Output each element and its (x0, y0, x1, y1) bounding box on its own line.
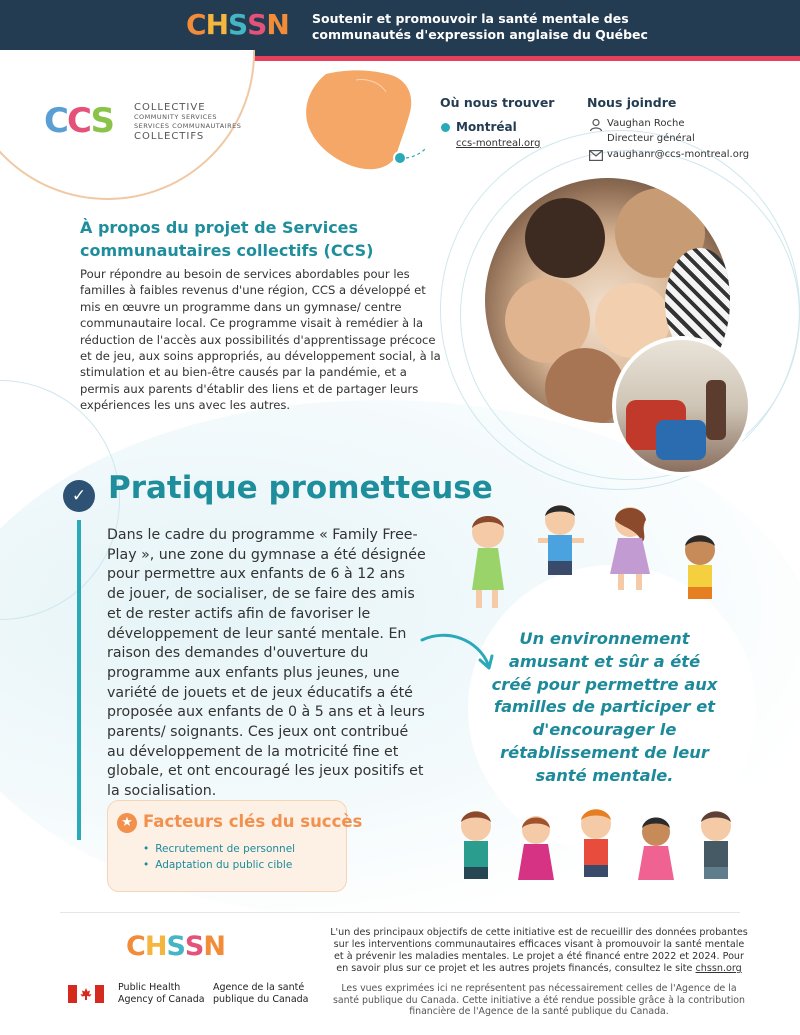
checkmark-badge-icon: ✓ (63, 480, 95, 512)
practice-accent-line (77, 520, 81, 840)
arrow-icon (418, 630, 498, 680)
ccs-logo-text (134, 103, 241, 141)
phac-fr-line: publique du Canada (213, 993, 309, 1005)
logo-letter: N (266, 8, 289, 41)
practice-body: Dans le cadre du programme « Family Free-Play », une zone du gymnase a été désignée pour permettre aux enfants de 6 à 12 ans de jouer, de socialiser, de se faire des amis et de rester actifs afin de favoriser le développement de leur santé mentale. En raison des demandes d'ouverture du programme aux enfants plus jeunes, une variété de jouets et de jeux éducatifs a été proposée aux enfants de 0 à 5 ans et à leurs parents/ soignants. Ces jeux ont contribué au développement de la motricité fine et globale, et ont encouragé les jeux positifs et la socialisation. (107, 527, 426, 800)
phac-name-en (118, 982, 205, 1005)
location-dot-icon (441, 123, 450, 132)
phac-name-fr (213, 982, 309, 1005)
website-link[interactable]: ccs-montreal.org (456, 138, 541, 149)
logo-letter: S (184, 931, 204, 962)
phac-en-line: Public Health (118, 982, 181, 993)
person-icon (589, 118, 603, 132)
chssn-logo (186, 8, 289, 41)
region-map (296, 66, 426, 174)
logo-letter: H (205, 8, 228, 41)
practice-title: Pratique prometteuse (108, 470, 493, 506)
canada-flag-icon (68, 985, 104, 1003)
kids-illustration-top (460, 498, 740, 616)
logo-letter: S (166, 931, 185, 962)
location-heading: Où nous trouver (440, 95, 555, 110)
footer-disclaimer: Les vues exprimées ici ne représentent pas nécessairement celles de l'Agence de la santé publique du Canada. Cette initiative a été rendue possible grâce à la contribution financière de l'Agence de la santé publique du Canada. (333, 983, 745, 1017)
mail-icon (589, 150, 603, 161)
logo-letter: S (247, 8, 267, 41)
logo-letter: S (228, 8, 248, 41)
chssn-footer-logo (126, 931, 225, 962)
org-name-en-2: COMMUNITY SERVICES (134, 112, 217, 121)
phac-fr-line: Agence de la santé (213, 982, 305, 993)
footer-description (330, 927, 748, 975)
footer-divider (60, 912, 740, 913)
playroom-photo (612, 336, 752, 476)
about-title: À propos du projet de Services communautaires collectifs (CCS) (80, 218, 374, 260)
contact-email[interactable]: vaughanr@ccs-montreal.org (607, 149, 750, 160)
list-item: • Adaptation du public cible (155, 858, 295, 874)
logo-letter: N (203, 931, 225, 962)
location-city: Montréal (456, 120, 517, 134)
header-tagline: Soutenir et promouvoir la santé mentale des communautés d'expression anglaise du Québec (312, 11, 648, 42)
about-body: Pour répondre au besoin de services abordables pour les familles à faibles revenus d'une région, CCS a développé et mis en œuvre un programme dans un gymnase/ centre communautaire local. Ce programme visait à remédier à la réduction de l'accès aux possibilités d'apprentissage précoce et de jeu, aux soins appropriés, au développement social, à la stimulation et au bien-être causés par la pandémie, et a permis aux parents d'établir des liens et de partager leurs expériences les uns avec les autres. (80, 267, 441, 413)
kids-illustration-bottom (440, 800, 750, 900)
footer-description-text: L'un des principaux objectifs de cette initiative est de recueillir des données probantes sur les interventions communautaires efficaces visant à promouvoir la santé mentale et à prévenir les maladies mentales. Le projet a été financé entre 2022 et 2024. Pour en savoir plus sur ce projet et les autres projets financés, consultez le site (330, 927, 748, 974)
key-factors-title: Facteurs clés du succès (143, 812, 363, 831)
org-name-fr-1: SERVICES COMMUNAUTAIRES (134, 122, 242, 130)
contact-heading: Nous joindre (587, 95, 677, 110)
key-factors-list (155, 842, 295, 873)
logo-letter: H (144, 931, 167, 962)
org-name-fr-2: COLLECTIFS (134, 130, 205, 142)
list-item: • Recrutement de personnel (155, 842, 295, 858)
footer-link[interactable]: chssn.org (695, 963, 742, 974)
logo-letter: C (186, 8, 206, 41)
ccs-logo-mark: CCS (44, 101, 114, 141)
logo-letter: C (126, 931, 145, 962)
contact-role: Directeur général (607, 133, 695, 144)
practice-quote: Un environnement amusant et sûr a été créé pour permettre aux familles de participer et d'encourager le rétablissement de leur santé mentale. (491, 629, 718, 785)
star-icon: ★ (117, 813, 137, 833)
contact-name: Vaughan Roche (607, 118, 685, 129)
phac-en-line: Agency of Canada (118, 993, 205, 1005)
org-name-en-1: COLLECTIVE (134, 102, 206, 113)
contact-info (607, 116, 695, 146)
